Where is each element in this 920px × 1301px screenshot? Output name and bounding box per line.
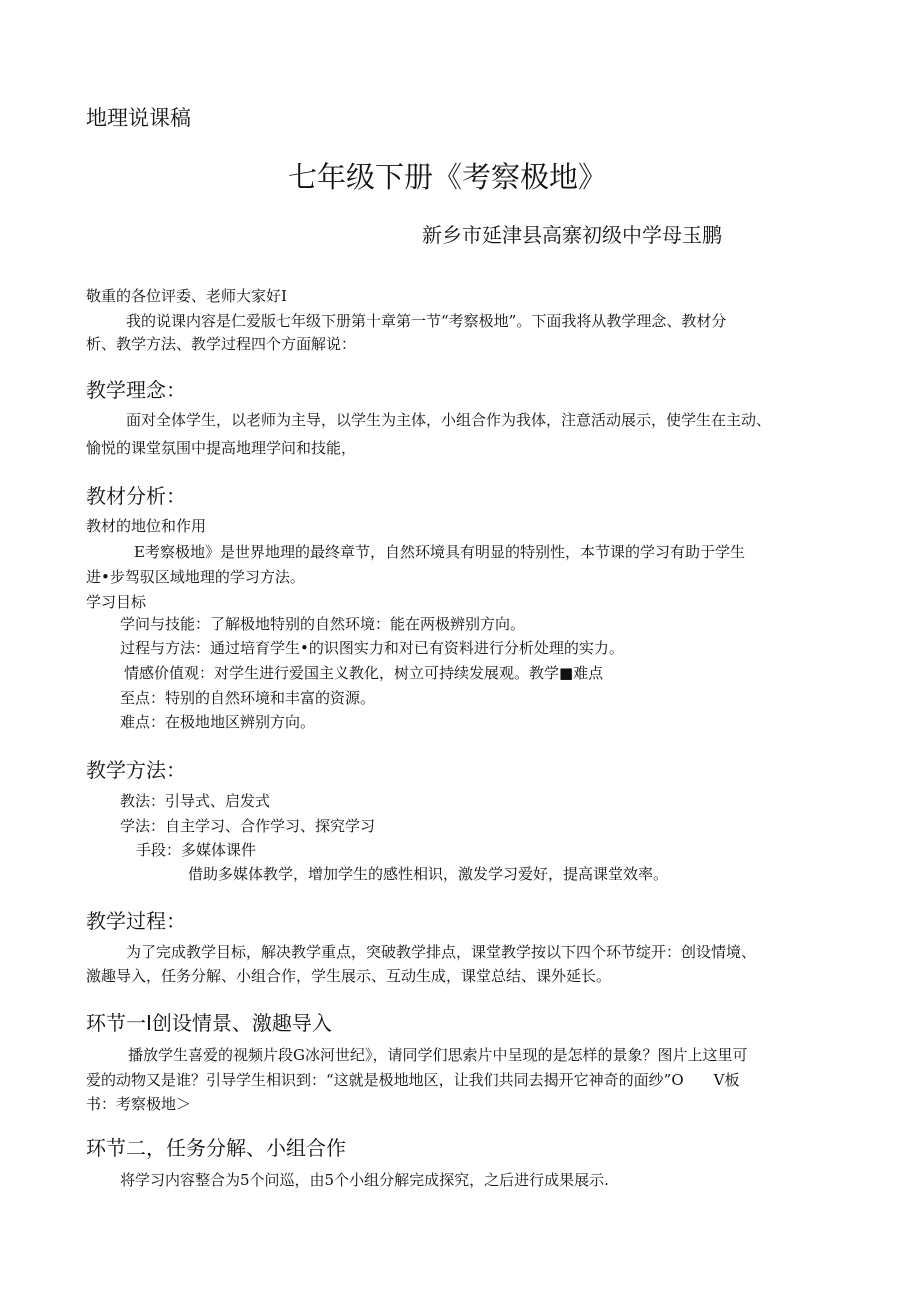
greeting: 敬重的各位评委、老师大家好I — [86, 287, 287, 305]
philosophy-line-2: 愉悦的课堂氛围中提高地理学问和技能， — [86, 439, 357, 457]
textbook-line-1: E考察极地》是世界地理的最终章节，自然环境具有明显的特别性，本节课的学习有助于学生 — [134, 543, 745, 561]
section-heading-process: 教学过程： — [86, 909, 186, 933]
step1-line-3: 书：考察极地＞ — [86, 1095, 192, 1113]
intro-line-1: 我的说课内容是仁爱版七年级下册第十章第一节“考察极地”。下面我将从教学理念、教材分 — [126, 312, 727, 330]
textbook-line-2: 进•步驾驭区域地理的学习方法。 — [86, 568, 305, 586]
page-title: 七年级下册《考察极地》 — [288, 160, 608, 194]
section-heading-step1: 环节一I创设情景、激趣导入 — [86, 1011, 332, 1035]
method-multimedia: 借助多媒体教学，增加学生的感性相识，激发学习爱好，提高课堂效率。 — [188, 865, 669, 883]
step1-line-1: 播放学生喜爱的视频片段G冰河世纪》，请同学们思索片中呈现的是怎样的景象？图片上这里可 — [128, 1046, 748, 1064]
section-heading-textbook: 教材分析： — [86, 484, 186, 508]
goal-process: 过程与方法：通过培育学生•的识图实力和对已有资料进行分析处理的实力。 — [120, 639, 624, 657]
philosophy-line-1: 面对全体学生，以老师为主导，以学生为主体，小组合作为我体，注意活动展示，使学生在主动、 — [126, 411, 772, 429]
section-heading-methods: 教学方法： — [86, 758, 186, 782]
goal-emotion: 情感价值观：对学生进行爱国主义教化，树立可持续发展观。教学■难点 — [124, 664, 604, 682]
subheading-goals: 学习目标 — [86, 593, 147, 611]
document-label: 地理说课稿 — [86, 106, 191, 130]
goal-knowledge: 学问与技能：了解极地特别的自然环境：能在两极辨别方向。 — [120, 615, 526, 633]
key-point: 至点：特别的自然环境和丰富的资源。 — [120, 689, 376, 707]
author-line: 新乡市延津县高寨初级中学母玉鹏 — [422, 223, 722, 247]
intro-line-2: 析、教学方法、教学过程四个方面解说： — [86, 335, 357, 353]
method-learning: 学法：自主学习、合作学习、探究学习 — [120, 817, 376, 835]
difficult-point: 难点：在极地地区辨别方向。 — [120, 713, 316, 731]
method-means: 手段：多媒体课件 — [136, 841, 257, 859]
step2-line: 将学习内容整合为5个问巡，由5个小组分解完成探究，之后进行成果展示. — [120, 1171, 609, 1189]
section-heading-step2: 环节二，任务分解、小组合作 — [86, 1136, 346, 1160]
subheading-position: 教材的地位和作用 — [86, 517, 207, 535]
section-heading-philosophy: 教学理念： — [86, 378, 186, 402]
method-teaching: 教法：引导式、启发式 — [120, 792, 271, 810]
process-line-1: 为了完成教学目标，解决教学重点，突破教学排点，课堂教学按以下四个环节绽开：创设情境、 — [126, 943, 757, 961]
process-line-2: 激趣导入，任务分解、小组合作，学生展示、互动生成，课堂总结、课外延长。 — [86, 967, 612, 985]
step1-line-2: 爱的动物又是谁？引导学生相识到：“这就是极地地区，让我们共同去揭开它神奇的面纱”O V板 — [86, 1071, 740, 1089]
